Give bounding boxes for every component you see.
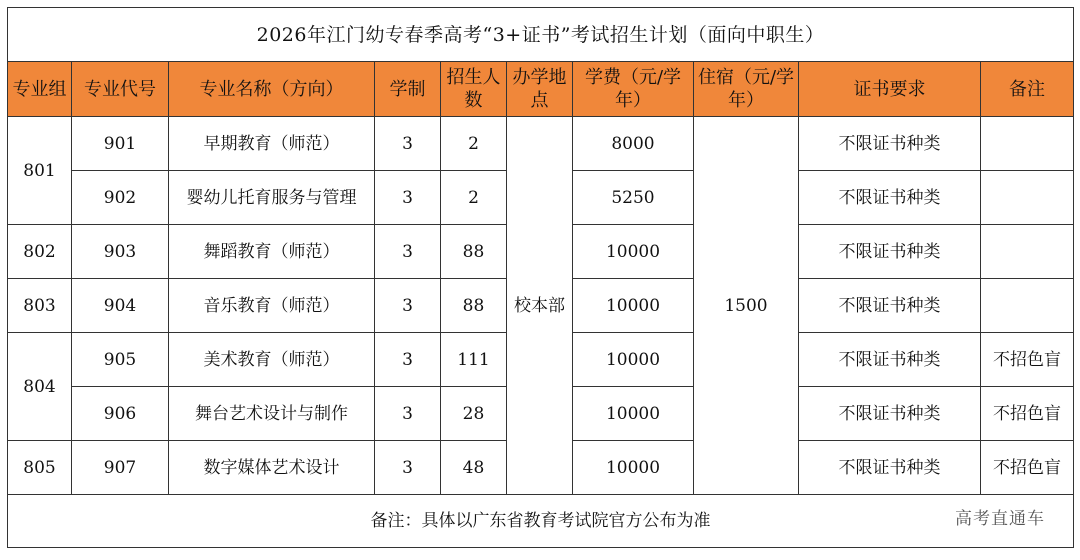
location-cell: 校本部 <box>507 117 573 495</box>
count-cell: 2 <box>441 117 507 171</box>
name-cell: 舞台艺术设计与制作 <box>169 387 375 441</box>
tuition-cell: 5250 <box>573 171 694 225</box>
group-cell: 801 <box>8 117 72 225</box>
name-cell: 舞蹈教育（师范） <box>169 225 375 279</box>
code-cell: 903 <box>72 225 169 279</box>
remark-cell <box>981 279 1074 333</box>
header-count: 招生人数 <box>441 62 507 117</box>
header-years: 学制 <box>375 62 441 117</box>
years-cell: 3 <box>375 387 441 441</box>
name-cell: 婴幼儿托育服务与管理 <box>169 171 375 225</box>
table-title: 2026年江门幼专春季高考“3+证书”考试招生计划（面向中职生） <box>8 8 1074 62</box>
years-cell: 3 <box>375 279 441 333</box>
header-group: 专业组 <box>8 62 72 117</box>
code-cell: 902 <box>72 171 169 225</box>
remark-cell <box>981 117 1074 171</box>
footnote: 备注：具体以广东省教育考试院官方公布为准 <box>8 495 1074 548</box>
group-cell: 803 <box>8 279 72 333</box>
cert-cell: 不限证书种类 <box>799 279 981 333</box>
name-cell: 早期教育（师范） <box>169 117 375 171</box>
header-location: 办学地点 <box>507 62 573 117</box>
count-cell: 2 <box>441 171 507 225</box>
remark-cell: 不招色盲 <box>981 441 1074 495</box>
name-cell: 音乐教育（师范） <box>169 279 375 333</box>
group-cell: 802 <box>8 225 72 279</box>
remark-cell: 不招色盲 <box>981 333 1074 387</box>
admission-plan-document <box>7 7 1073 553</box>
cert-cell: 不限证书种类 <box>799 225 981 279</box>
code-cell: 904 <box>72 279 169 333</box>
header-row <box>8 62 1074 117</box>
count-cell: 28 <box>441 387 507 441</box>
tuition-cell: 10000 <box>573 441 694 495</box>
years-cell: 3 <box>375 225 441 279</box>
group-cell: 804 <box>8 333 72 441</box>
tuition-cell: 8000 <box>573 117 694 171</box>
code-cell: 907 <box>72 441 169 495</box>
cert-cell: 不限证书种类 <box>799 171 981 225</box>
watermark: 高考直通车 <box>955 509 1045 529</box>
cert-cell: 不限证书种类 <box>799 333 981 387</box>
count-cell: 111 <box>441 333 507 387</box>
count-cell: 88 <box>441 225 507 279</box>
admission-plan-table <box>7 7 1074 548</box>
years-cell: 3 <box>375 171 441 225</box>
header-cert: 证书要求 <box>799 62 981 117</box>
header-tuition: 学费（元/学年） <box>573 62 694 117</box>
remark-cell <box>981 225 1074 279</box>
code-cell: 906 <box>72 387 169 441</box>
cert-cell: 不限证书种类 <box>799 441 981 495</box>
group-cell: 805 <box>8 441 72 495</box>
name-cell: 数字媒体艺术设计 <box>169 441 375 495</box>
table-row <box>8 117 1074 171</box>
tuition-cell: 10000 <box>573 225 694 279</box>
dorm-cell: 1500 <box>694 117 799 495</box>
cert-cell: 不限证书种类 <box>799 387 981 441</box>
count-cell: 88 <box>441 279 507 333</box>
count-cell: 48 <box>441 441 507 495</box>
header-dorm: 住宿（元/学年） <box>694 62 799 117</box>
code-cell: 905 <box>72 333 169 387</box>
name-cell: 美术教育（师范） <box>169 333 375 387</box>
tuition-cell: 10000 <box>573 279 694 333</box>
tuition-cell: 10000 <box>573 333 694 387</box>
code-cell: 901 <box>72 117 169 171</box>
remark-cell: 不招色盲 <box>981 387 1074 441</box>
header-name: 专业名称（方向） <box>169 62 375 117</box>
years-cell: 3 <box>375 441 441 495</box>
tuition-cell: 10000 <box>573 387 694 441</box>
cert-cell: 不限证书种类 <box>799 117 981 171</box>
header-remark: 备注 <box>981 62 1074 117</box>
header-code: 专业代号 <box>72 62 169 117</box>
years-cell: 3 <box>375 117 441 171</box>
years-cell: 3 <box>375 333 441 387</box>
remark-cell <box>981 171 1074 225</box>
